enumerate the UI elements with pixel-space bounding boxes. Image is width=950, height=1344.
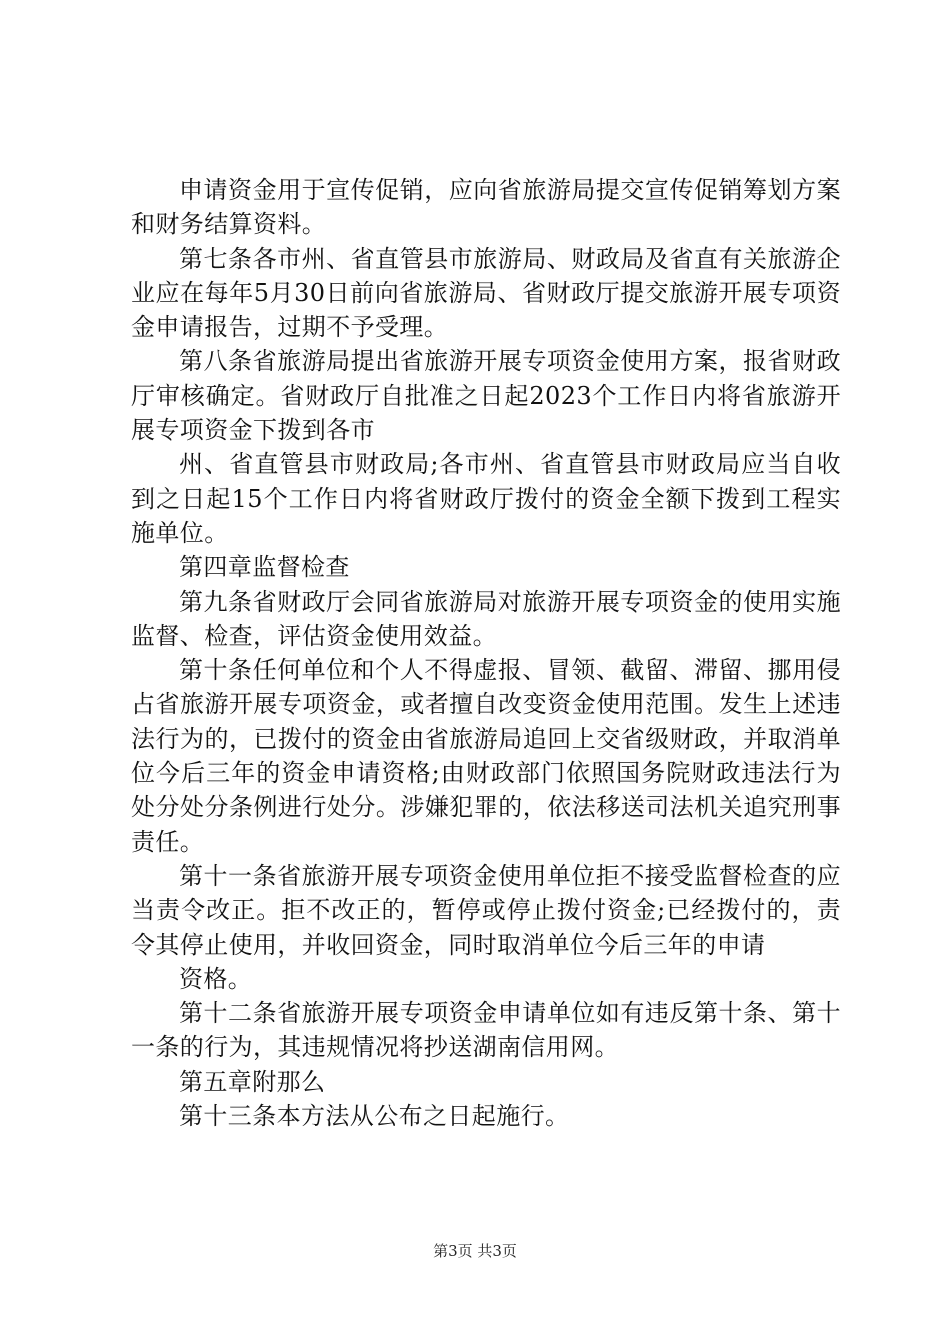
section-heading: 第四章监督检查 (179, 553, 350, 582)
paragraph: 第十条任何单位和个人不得虚报、冒领、截留、滞留、挪用侵占省旅游开展专项资金，或者擅自改变资金使用范围。发生上述违法行为的，已拨付的资金由省旅游局追回上交省级财政，并取消单位今后三年的资金申请资格;由财政部门依照国务院财政违法行为处分处分条例进行处分。涉嫌犯罪的，依法移送司法机关追究刑事责任。 (131, 656, 841, 856)
paragraph: 第十二条省旅游开展专项资金申请单位如有违反第十条、第十一条的行为，其违规情况将抄送湖南信用网。 (131, 999, 841, 1062)
paragraph: 申请资金用于宣传促销，应向省旅游局提交宣传促销筹划方案和财务结算资料。 (131, 176, 841, 239)
page-footer: 第3页 共3页 (433, 1242, 517, 1260)
section-heading: 第五章附那么 (179, 1067, 326, 1096)
paragraph: 州、省直管县市财政局;各市州、省直管县市财政局应当自收到之日起15个工作日内将省财政厅拨付的资金全额下拨到工程实施单位。 (131, 450, 841, 547)
paragraph: 第十三条本方法从公布之日起施行。 (179, 1102, 570, 1131)
paragraph: 第十一条省旅游开展专项资金使用单位拒不接受监督检查的应当责令改正。拒不改正的，暂停或停止拨付资金;已经拨付的，责令其停止使用，并收回资金，同时取消单位今后三年的申请 (131, 861, 841, 959)
document-body (131, 173, 841, 1133)
paragraph: 第七条各市州、省直管县市旅游局、财政局及省直有关旅游企业应在每年5月30日前向省旅游局、省财政厅提交旅游开展专项资金申请报告，过期不予受理。 (131, 244, 841, 342)
paragraph: 资格。 (179, 964, 253, 993)
paragraph: 第九条省财政厅会同省旅游局对旅游开展专项资金的使用实施监督、检查，评估资金使用效益。 (131, 587, 841, 650)
paragraph: 第八条省旅游局提出省旅游开展专项资金使用方案，报省财政厅审核确定。省财政厅自批准之日起2023个工作日内将省旅游开展专项资金下拨到各市 (131, 347, 841, 445)
